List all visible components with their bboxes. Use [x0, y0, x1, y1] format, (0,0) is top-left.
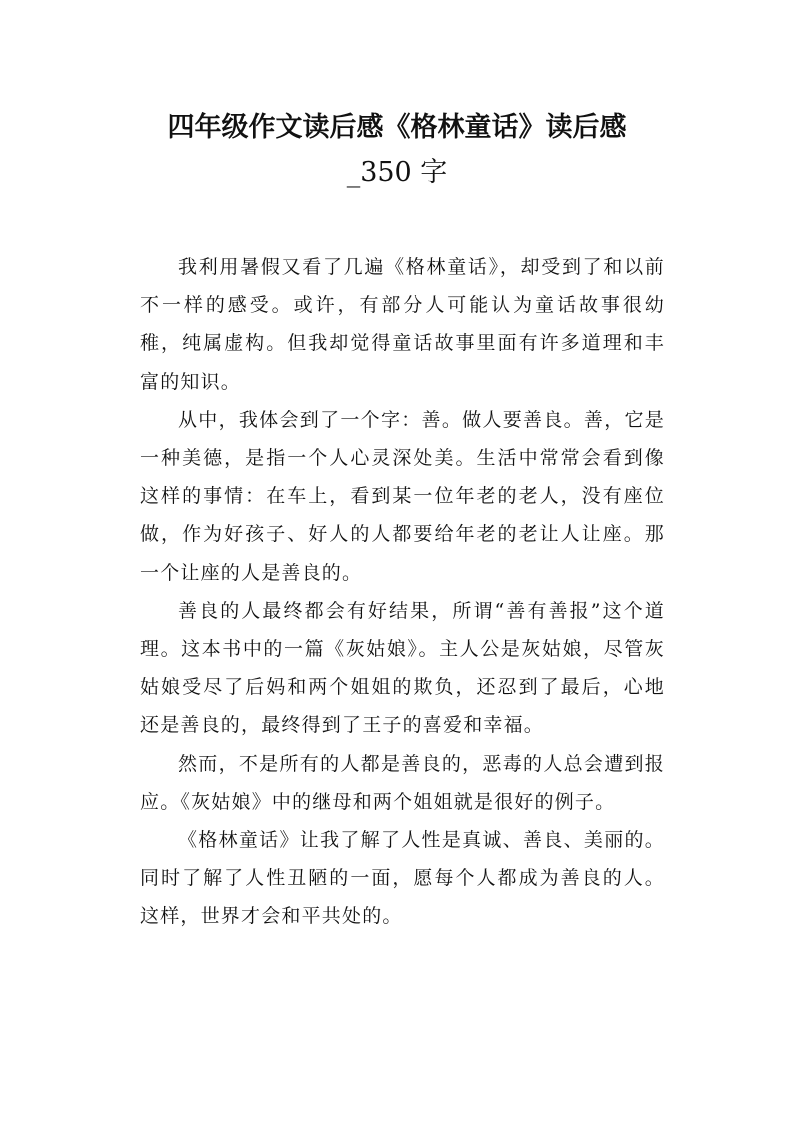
document-title-line1: 四年级作文读后感《格林童话》读后感: [167, 112, 627, 143]
paragraph: 从中，我体会到了一个字：善。做人要善良。善，它是一种美德，是指一个人心灵深处美。生活中常常会看到像这样的事情：在车上，看到某一位年老的老人，没有座位做，作为好孩子、好人的人都要给年老的老让人让座。那一个让座的人是善良的。: [140, 408, 665, 584]
paragraph: 我利用暑假又看了几遍《格林童话》，却受到了和以前不一样的感受。或许，有部分人可能认为童话故事很幼稚，纯属虚构。但我却觉得童话故事里面有许多道理和丰富的知识。: [140, 256, 665, 393]
paragraph: 善良的人最终都会有好结果，所谓“善有善报”这个道理。这本书中的一篇《灰姑娘》。主人公是灰姑娘，尽管灰姑娘受尽了后妈和两个姐姐的欺负，还忍到了最后，心地还是善良的，最终得到了王子的喜爱和幸福。: [140, 599, 665, 737]
document-body: [140, 248, 665, 936]
document-title-line2: _350 字: [346, 157, 448, 188]
paragraph: 《格林童话》让我了解了人性是真诚、善良、美丽的。同时了解了人性丑陋的一面，愿每个人都成为善良的人。这样，世界才会和平共处的。: [140, 829, 665, 928]
paragraph: 然而，不是所有的人都是善良的，恶毒的人总会遭到报应。《灰姑娘》中的继母和两个姐姐就是很好的例子。: [140, 752, 665, 813]
